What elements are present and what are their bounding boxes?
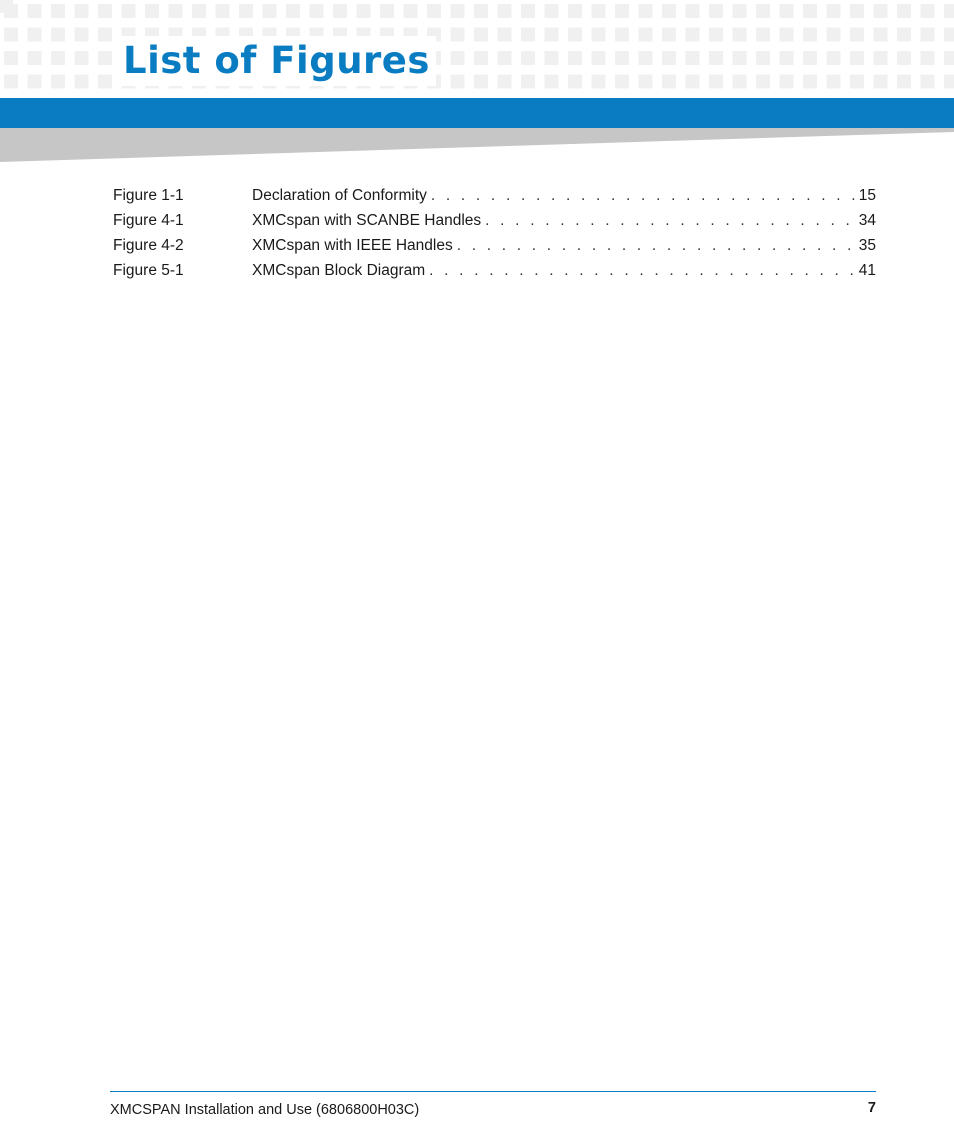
pattern-square: [357, 4, 371, 18]
pattern-square: [451, 51, 465, 65]
pattern-square: [944, 4, 954, 18]
pattern-square: [615, 28, 629, 42]
pattern-square: [756, 51, 770, 65]
pattern-square: [592, 4, 606, 18]
pattern-square: [521, 4, 535, 18]
pattern-square: [592, 75, 606, 89]
pattern-square: [98, 75, 112, 89]
figure-label: Figure 4-2: [113, 237, 184, 254]
pattern-square: [568, 75, 582, 89]
pattern-square: [498, 51, 512, 65]
pattern-square: [897, 51, 911, 65]
pattern-square: [897, 75, 911, 89]
pattern-square: [709, 4, 723, 18]
pattern-square: [545, 51, 559, 65]
pattern-square: [404, 4, 418, 18]
pattern-square: [827, 28, 841, 42]
pattern-square: [615, 51, 629, 65]
pattern-square: [756, 75, 770, 89]
pattern-square: [498, 75, 512, 89]
pattern-square: [28, 51, 42, 65]
pattern-square: [28, 4, 42, 18]
dot-leader: [429, 258, 855, 283]
pattern-square: [98, 28, 112, 42]
pattern-square: [521, 51, 535, 65]
figure-page[interactable]: 41: [858, 262, 876, 279]
pattern-square: [28, 75, 42, 89]
pattern-square: [333, 4, 347, 18]
pattern-square: [639, 28, 653, 42]
pattern-square: [921, 4, 935, 18]
figure-page[interactable]: 35: [858, 237, 876, 254]
pattern-square: [75, 4, 89, 18]
pattern-square: [4, 51, 18, 65]
pattern-square: [474, 51, 488, 65]
pattern-square: [756, 4, 770, 18]
pattern-square: [803, 75, 817, 89]
figure-title[interactable]: XMCspan Block Diagram: [252, 262, 426, 279]
pattern-square: [874, 28, 888, 42]
pattern-square: [4, 28, 18, 42]
header-blue-band: [0, 98, 954, 128]
pattern-square: [639, 75, 653, 89]
figure-label: Figure 4-1: [113, 212, 184, 229]
pattern-square: [803, 28, 817, 42]
pattern-square: [545, 28, 559, 42]
pattern-square: [733, 28, 747, 42]
pattern-square: [850, 4, 864, 18]
pattern-square: [98, 4, 112, 18]
pattern-square: [686, 51, 700, 65]
pattern-square: [568, 51, 582, 65]
pattern-square: [874, 51, 888, 65]
list-item[interactable]: [113, 233, 876, 258]
pattern-square: [639, 4, 653, 18]
pattern-square: [380, 4, 394, 18]
pattern-square: [75, 75, 89, 89]
pattern-square: [75, 51, 89, 65]
pattern-square: [4, 4, 18, 18]
footer-document-title: XMCSPAN Installation and Use (6806800H03C): [110, 1102, 420, 1118]
pattern-square: [897, 28, 911, 42]
pattern-square: [521, 28, 535, 42]
pattern-square: [756, 28, 770, 42]
pattern-square: [51, 28, 65, 42]
pattern-square: [874, 75, 888, 89]
figure-label: Figure 1-1: [113, 187, 184, 204]
pattern-square: [850, 51, 864, 65]
gray-wedge-shape: [0, 128, 954, 162]
pattern-square: [686, 4, 700, 18]
pattern-square: [733, 4, 747, 18]
figure-label: Figure 5-1: [113, 262, 184, 279]
pattern-square: [28, 28, 42, 42]
dot-leader: [485, 208, 855, 233]
pattern-square: [944, 75, 954, 89]
pattern-square: [944, 51, 954, 65]
pattern-square: [874, 4, 888, 18]
pattern-square: [310, 4, 324, 18]
pattern-square: [75, 28, 89, 42]
header-gray-wedge: [0, 128, 954, 164]
pattern-square: [709, 75, 723, 89]
pattern-square: [733, 75, 747, 89]
pattern-square: [733, 51, 747, 65]
pattern-square: [51, 75, 65, 89]
pattern-square: [921, 28, 935, 42]
pattern-square: [780, 4, 794, 18]
pattern-square: [545, 75, 559, 89]
pattern-square: [780, 75, 794, 89]
footer-rule: [110, 1091, 876, 1092]
pattern-square: [51, 4, 65, 18]
pattern-square: [427, 4, 441, 18]
pattern-square: [827, 51, 841, 65]
pattern-square: [474, 4, 488, 18]
pattern-square: [686, 28, 700, 42]
figure-title[interactable]: XMCspan with SCANBE Handles: [252, 212, 482, 229]
pattern-square: [803, 51, 817, 65]
dot-leader: [457, 233, 855, 258]
figure-title[interactable]: Declaration of Conformity: [252, 187, 427, 204]
pattern-square: [615, 75, 629, 89]
figure-title[interactable]: XMCspan with IEEE Handles: [252, 237, 453, 254]
pattern-square: [615, 4, 629, 18]
pattern-square: [780, 28, 794, 42]
pattern-square: [98, 51, 112, 65]
pattern-square: [803, 4, 817, 18]
pattern-square: [4, 75, 18, 89]
footer-page-number: 7: [867, 1100, 876, 1116]
pattern-square: [192, 4, 206, 18]
figure-page[interactable]: 15: [858, 187, 876, 204]
pattern-square: [662, 28, 676, 42]
pattern-square: [51, 51, 65, 65]
pattern-square: [662, 75, 676, 89]
pattern-square: [780, 51, 794, 65]
pattern-square: [921, 51, 935, 65]
pattern-square: [897, 4, 911, 18]
figure-list: [113, 183, 876, 283]
pattern-square: [827, 75, 841, 89]
pattern-square: [169, 4, 183, 18]
pattern-square: [145, 4, 159, 18]
pattern-square: [474, 75, 488, 89]
list-item[interactable]: [113, 183, 876, 208]
pattern-square: [592, 28, 606, 42]
pattern-square: [451, 75, 465, 89]
pattern-square: [709, 28, 723, 42]
pattern-square: [944, 28, 954, 42]
pattern-square: [850, 28, 864, 42]
pattern-square: [286, 4, 300, 18]
pattern-square: [686, 75, 700, 89]
pattern-square: [498, 28, 512, 42]
dot-leader: [431, 183, 855, 208]
pattern-square: [239, 4, 253, 18]
pattern-square: [662, 4, 676, 18]
pattern-square: [216, 4, 230, 18]
list-item[interactable]: [113, 208, 876, 233]
pattern-square: [498, 4, 512, 18]
pattern-square: [122, 4, 136, 18]
pattern-square: [662, 51, 676, 65]
pattern-square: [263, 4, 277, 18]
pattern-square: [921, 75, 935, 89]
list-item[interactable]: [113, 258, 876, 283]
pattern-square: [521, 75, 535, 89]
pattern-square: [545, 4, 559, 18]
pattern-square: [568, 28, 582, 42]
pattern-square: [827, 4, 841, 18]
pattern-square: [709, 51, 723, 65]
pattern-square: [639, 51, 653, 65]
pattern-square: [850, 75, 864, 89]
pattern-square: [568, 4, 582, 18]
pattern-square: [474, 28, 488, 42]
figure-page[interactable]: 34: [858, 212, 876, 229]
pattern-square: [592, 51, 606, 65]
pattern-square: [451, 4, 465, 18]
pattern-square: [451, 28, 465, 42]
page-title: List of Figures: [121, 36, 436, 86]
